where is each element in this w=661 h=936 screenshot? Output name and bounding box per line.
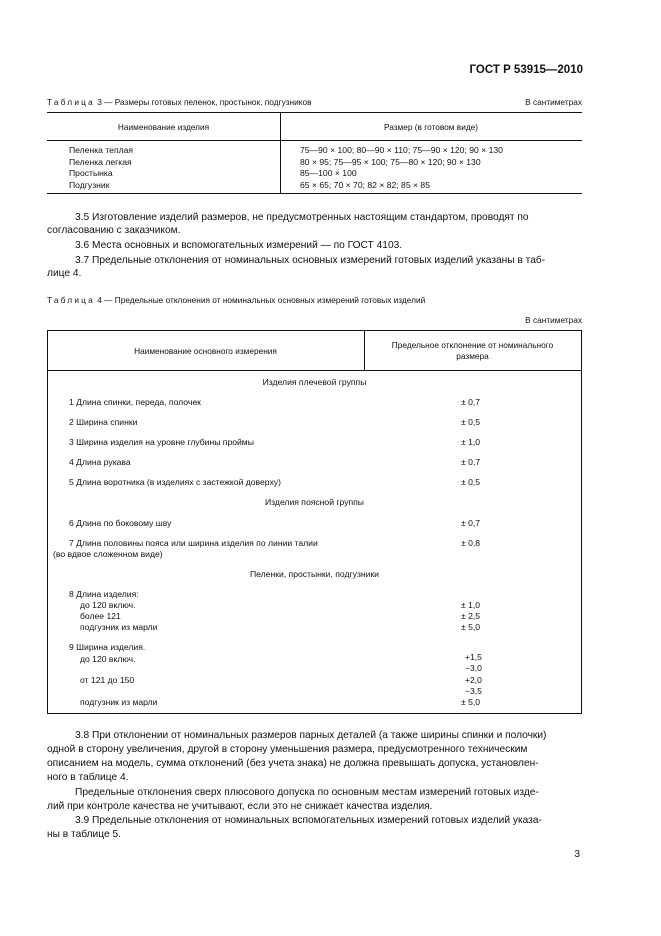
tolerance-value: ± 0,7 (461, 397, 481, 407)
tolerance-value: ± 5,0 (461, 622, 481, 632)
measurement-name: 5 Длина воротника (в изделиях с застежкой доверху) (69, 477, 281, 487)
tolerance-value: ± 0,5 (461, 417, 481, 427)
table3-top-rule (47, 112, 582, 113)
tolerance-value: ± 1,0 (461, 437, 481, 447)
paragraph-3-7-line1: 3.7 Предельные отклонения от номинальных основных измерений готовых изделий указаны в таб- (75, 255, 546, 266)
tolerance-value: ± 0,7 (461, 518, 481, 528)
paragraph-3-6: 3.6 Места основных и вспомогательных измерений — по ГОСТ 4103. (75, 240, 403, 251)
table3-row-name: Простынка (69, 168, 113, 178)
tolerance-minus: −3,5 (465, 686, 482, 696)
tolerance-value: ± 2,5 (461, 611, 481, 621)
table4-top-rule (47, 330, 582, 331)
tolerance-plus: +2,0 (465, 675, 482, 685)
table3-caption-word: Таблица (47, 97, 95, 107)
table3-row-name: Подгузник (69, 180, 110, 190)
document-id: ГОСТ Р 53915—2010 (469, 64, 583, 76)
tolerance-value: ± 0,8 (461, 538, 481, 548)
measurement-name: 6 Длина по боковому шву (69, 518, 172, 528)
table3-row-size: 65 × 65; 70 × 70; 82 × 82; 85 × 85 (300, 180, 430, 190)
table3-col1-header: Наименование изделия (117, 122, 210, 132)
table3-caption-text: 3 — Размеры готовых пеленок, простынок, подгузников (97, 97, 312, 107)
table4-caption-word: Таблица (47, 295, 95, 305)
measurement-subitem: до 120 включ. (80, 600, 136, 610)
paragraph-3-8-line4: ного в таблице 4. (47, 772, 129, 783)
measurement-name: 2 Ширина спинки (69, 417, 138, 427)
paragraph-3-9-line1: 3.9 Предельные отклонения от номинальных вспомогательных измерений готовых изделий указа- (75, 815, 542, 826)
tolerance-value: ± 0,5 (461, 477, 481, 487)
paragraph-3-8-line1: 3.8 При отклонении от номинальных размеров парных деталей (а также ширины спинки и полочки) (75, 730, 547, 741)
group-heading: Изделия поясной группы (265, 497, 364, 507)
table4-col1-header: Наименование основного измерения (134, 346, 277, 356)
table3-units: В сантиметрах (525, 97, 582, 107)
group-heading: Изделия плечевой группы (262, 377, 367, 387)
table4-bottom-rule (47, 713, 582, 714)
table4-caption-text: 4 — Предельные отклонения от номинальных основных измерений готовых изделий (97, 295, 426, 305)
tolerance-value: ± 0,7 (461, 457, 481, 467)
table4-right-border (581, 330, 582, 713)
measurement-subitem: до 120 включ. (80, 654, 136, 664)
table3-col2-header: Размер (в готовом виде) (383, 122, 479, 132)
measurement-name: 1 Длина спинки, переда, полочек (69, 397, 201, 407)
measurement-subitem: от 121 до 150 (80, 675, 135, 685)
table4-col2-header-line1: Предельное отклонение от номинального (391, 340, 554, 350)
table4-header-rule (47, 370, 582, 371)
measurement-name: 7 Длина половины пояса или ширина изделия по линии талии (69, 538, 318, 548)
measurement-name-continued: (во вдвое сложенном виде) (53, 549, 163, 559)
table3-row-size: 85—100 × 100 (300, 168, 357, 178)
table4-header-divider (364, 330, 365, 370)
paragraph-3-7-line2: лице 4. (47, 268, 82, 279)
measurement-subitem: подгузник из марли (80, 622, 158, 632)
measurement-name: 3 Ширина изделия на уровне глубины проймы (69, 437, 254, 447)
measurement-name: 9 Ширина изделия. (69, 642, 146, 652)
table3-row-name: Пеленка теплая (69, 145, 134, 155)
table3-row-size: 75—90 × 100; 80—90 × 110; 75—90 × 120; 90 × 130 (300, 145, 503, 155)
tolerance-minus: −3,0 (465, 663, 482, 673)
measurement-subitem: подгузник из марли (80, 697, 158, 707)
page-number: 3 (574, 849, 580, 860)
paragraph-3-8b-line1: Предельные отклонения сверх плюсового допуска по основным местам измерений готовых изде- (75, 787, 539, 798)
tolerance-value: ± 5,0 (461, 697, 481, 707)
group-heading: Пеленки, простынки, подгузники (250, 569, 379, 579)
table4-units: В сантиметрах (525, 315, 582, 325)
paragraph-3-8-line2: одной в сторону увеличения, другой в сторону уменьшения размера, предусмотренного техническим (47, 744, 528, 755)
paragraph-3-8b-line2: лий при контроле качества не учитывают, если это не снижает качества изделия. (47, 801, 433, 812)
measurement-subitem: более 121 (80, 611, 121, 621)
table3-row-name: Пеленка легкая (69, 157, 132, 167)
paragraph-3-9-line2: ны в таблице 5. (47, 829, 121, 840)
table3-header-rule (47, 140, 582, 141)
measurement-name: 8 Длина изделия: (69, 589, 139, 599)
table3-bottom-rule (47, 193, 582, 194)
tolerance-plus: +1,5 (465, 652, 482, 662)
table4-left-border (47, 330, 48, 713)
table4-col2-header-line2: размера (456, 351, 489, 361)
paragraph-3-5-line1: 3.5 Изготовление изделий размеров, не предусмотренных настоящим стандартом, проводят по (75, 212, 529, 223)
paragraph-3-5-line2: согласованию с заказчиком. (47, 225, 181, 236)
table3-row-size: 80 × 95; 75—95 × 100; 75—80 × 120; 90 × 130 (300, 157, 481, 167)
table3-caption (47, 97, 311, 107)
table4-caption (47, 295, 425, 305)
measurement-name: 4 Длина рукава (69, 457, 131, 467)
tolerance-value: ± 1,0 (461, 600, 481, 610)
paragraph-3-8-line3: описанием на модель, сумма отклонений (без учета знака) не должна превышать допуска, установлен- (47, 758, 539, 769)
